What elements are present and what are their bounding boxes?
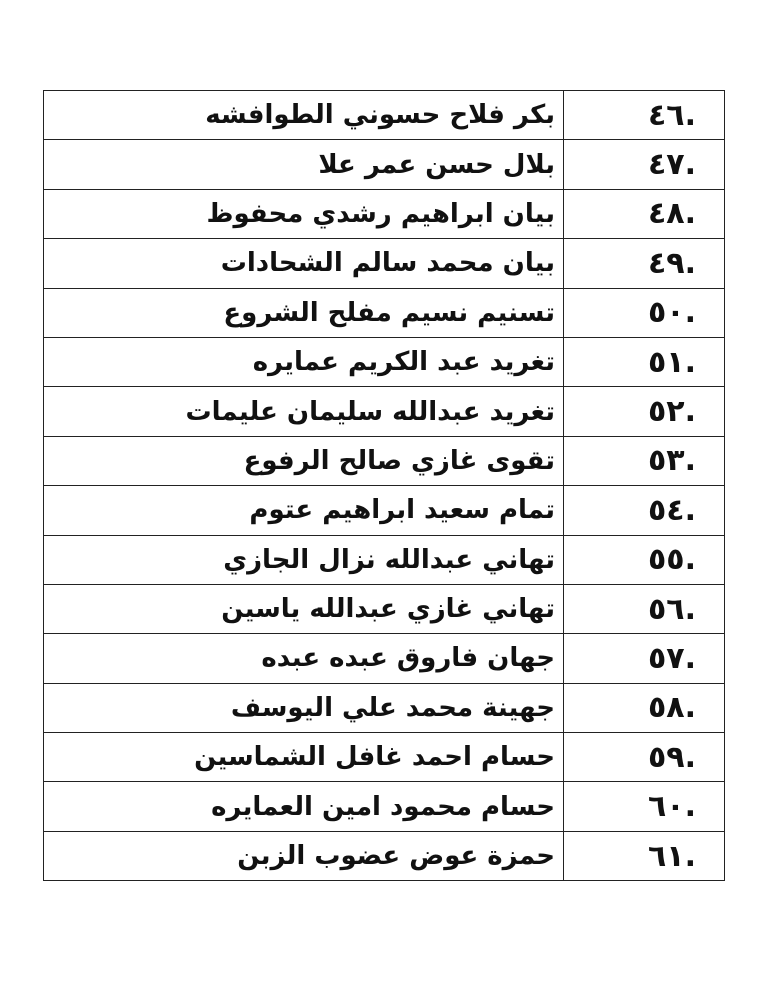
row-number: .٥٧	[564, 634, 725, 683]
row-number: .٤٧	[564, 140, 725, 189]
table-row	[44, 733, 725, 782]
student-name: تغريد عبدالله سليمان عليمات	[44, 387, 564, 436]
row-number: .٥٩	[564, 733, 725, 782]
row-number: .٤٨	[564, 189, 725, 238]
table-row	[44, 189, 725, 238]
student-name: بلال حسن عمر علا	[44, 140, 564, 189]
table-row	[44, 436, 725, 485]
student-name: تمام سعيد ابراهيم عتوم	[44, 486, 564, 535]
student-name: تسنيم نسيم مفلح الشروع	[44, 288, 564, 337]
student-name: حسام احمد غافل الشماسين	[44, 733, 564, 782]
row-number: .٥٦	[564, 584, 725, 633]
names-sheet	[43, 90, 725, 881]
table-row	[44, 535, 725, 584]
student-name: تغريد عبد الكريم عمايره	[44, 337, 564, 386]
row-number: .٥٤	[564, 486, 725, 535]
row-number: .٥٢	[564, 387, 725, 436]
names-table	[43, 90, 725, 881]
table-row	[44, 486, 725, 535]
table-row	[44, 831, 725, 880]
student-name: بيان محمد سالم الشحادات	[44, 239, 564, 288]
row-number: .٥١	[564, 337, 725, 386]
student-name: جهينة محمد علي اليوسف	[44, 683, 564, 732]
student-name: حمزة عوض عضوب الزبن	[44, 831, 564, 880]
table-row	[44, 634, 725, 683]
table-row	[44, 683, 725, 732]
student-name: تقوى غازي صالح الرفوع	[44, 436, 564, 485]
student-name: بكر فلاح حسوني الطوافشه	[44, 91, 564, 140]
student-name: بيان ابراهيم رشدي محفوظ	[44, 189, 564, 238]
row-number: .٥٨	[564, 683, 725, 732]
table-row	[44, 337, 725, 386]
student-name: جهان فاروق عبده عبده	[44, 634, 564, 683]
table-row	[44, 239, 725, 288]
student-name: تهاني غازي عبدالله ياسين	[44, 584, 564, 633]
table-row	[44, 91, 725, 140]
row-number: .٦٠	[564, 782, 725, 831]
row-number: .٤٦	[564, 91, 725, 140]
student-name: حسام محمود امين العمايره	[44, 782, 564, 831]
table-row	[44, 782, 725, 831]
table-row	[44, 140, 725, 189]
row-number: .٥٣	[564, 436, 725, 485]
student-name: تهاني عبدالله نزال الجازي	[44, 535, 564, 584]
table-row	[44, 387, 725, 436]
table-row	[44, 584, 725, 633]
row-number: .٥٥	[564, 535, 725, 584]
table-row	[44, 288, 725, 337]
row-number: .٦١	[564, 831, 725, 880]
row-number: .٥٠	[564, 288, 725, 337]
row-number: .٤٩	[564, 239, 725, 288]
